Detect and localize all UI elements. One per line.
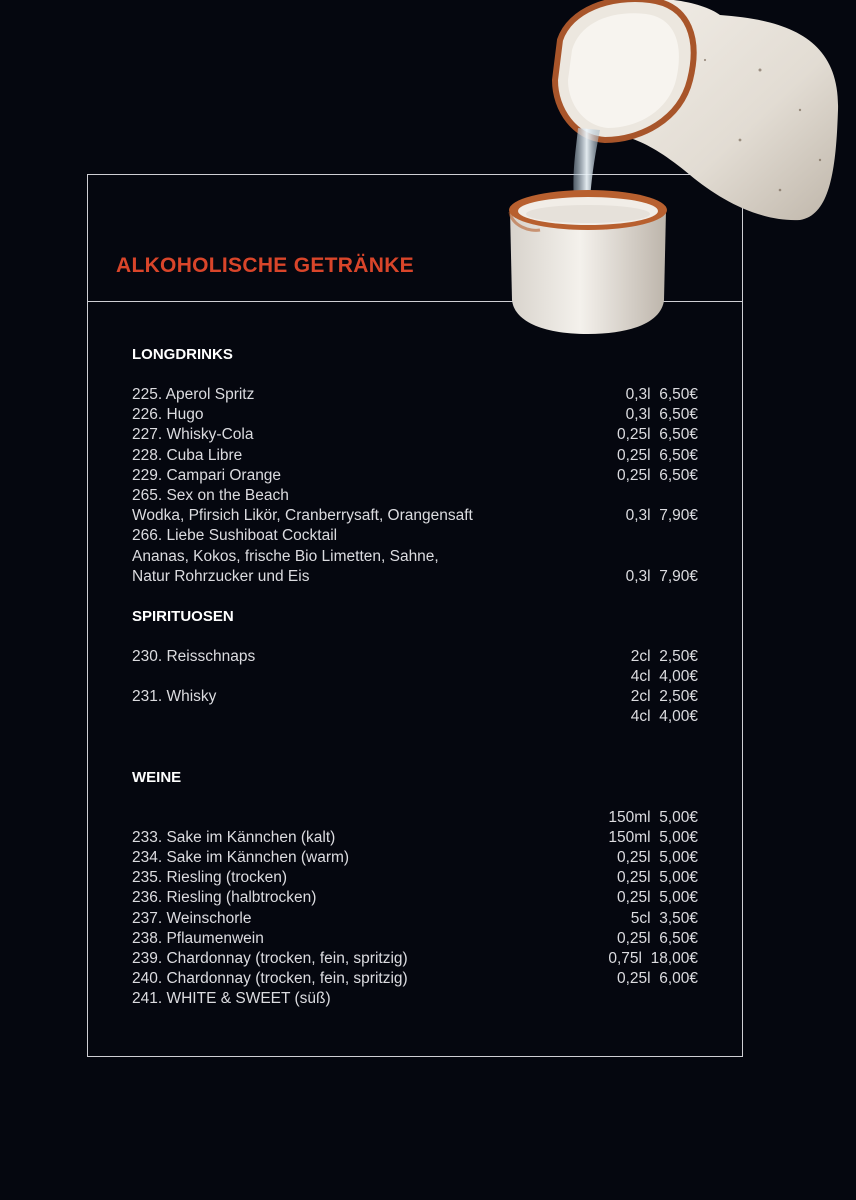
menu-item-name: 236. Riesling (halbtrocken)	[132, 889, 317, 907]
menu-item-price: 0,3l 6,50€	[625, 406, 698, 424]
title-spacer	[132, 788, 698, 808]
menu-item-row	[132, 486, 698, 506]
menu-item-price: 0,3l 7,90€	[625, 507, 698, 525]
menu-item-name: 241. WHITE & SWEET (süß)	[132, 990, 331, 1008]
menu-item-name: 227. Whisky-Cola	[132, 426, 254, 444]
section-title: WEINE	[132, 768, 182, 786]
menu-item-name: 230. Reisschnaps	[132, 647, 256, 665]
menu-item-name: 238. Pflaumenwein	[132, 929, 264, 947]
menu-item-row	[132, 687, 698, 707]
menu-item-row	[132, 667, 698, 687]
menu-item-row	[132, 526, 698, 546]
menu-item-row	[132, 929, 698, 949]
menu-item-name: Wodka, Pfirsich Likör, Cranberrysaft, Orangensaft	[132, 507, 473, 525]
menu-item-row	[132, 425, 698, 445]
menu-item-price: 0,25l 5,00€	[616, 889, 698, 907]
menu-item-row	[132, 446, 698, 466]
menu-item-name: 235. Riesling (trocken)	[132, 869, 288, 887]
menu-item-price: 0,25l 6,50€	[616, 929, 698, 947]
menu-item-name: 226. Hugo	[132, 406, 204, 424]
title-spacer	[132, 365, 698, 385]
menu-item-price: 0,3l 6,50€	[625, 386, 698, 403]
menu-item-price: 4cl 4,00€	[630, 668, 698, 686]
menu-item-price: 150ml 5,00€	[608, 828, 698, 846]
menu-item-row	[132, 647, 698, 667]
menu-item-row	[132, 949, 698, 969]
drinks-menu	[132, 345, 698, 1010]
menu-item-row	[132, 567, 698, 587]
menu-item-name: 266. Liebe Sushiboat Cocktail	[132, 527, 338, 545]
menu-item-price: 150ml 5,00€	[608, 808, 698, 826]
menu-item-row	[132, 405, 698, 425]
menu-item-name: Natur Rohrzucker und Eis	[132, 567, 310, 585]
section-title: LONGDRINKS	[132, 346, 233, 363]
menu-item-row	[132, 707, 698, 727]
menu-item-name	[132, 808, 608, 828]
menu-item-price: 0,25l 6,00€	[616, 970, 698, 988]
menu-item-name: 240. Chardonnay (trocken, fein, spritzig)	[132, 970, 408, 988]
section-spacer	[132, 587, 698, 607]
menu-item-row	[132, 848, 698, 868]
menu-item-price: 2cl 2,50€	[630, 688, 698, 706]
menu-item-row	[132, 969, 698, 989]
menu-item-price: 0,25l 5,00€	[616, 869, 698, 887]
menu-item-name	[132, 667, 631, 687]
menu-item-price: 4cl 4,00€	[630, 708, 698, 726]
menu-item-name: 233. Sake im Kännchen (kalt)	[132, 828, 336, 846]
menu-item-row	[132, 888, 698, 908]
menu-item-price: 0,25l 5,00€	[616, 849, 698, 866]
page-title: ALKOHOLISCHE GETRÄNKE	[116, 254, 414, 277]
menu-item-row	[132, 909, 698, 929]
menu-item-row	[132, 547, 698, 567]
menu-item-price: 0,3l 7,90€	[625, 567, 698, 585]
menu-item-name: 265. Sex on the Beach	[132, 486, 289, 504]
menu-item-price: 0,25l 6,50€	[616, 466, 698, 484]
menu-item-row	[132, 385, 698, 405]
menu-item-price: 0,75l 18,00€	[608, 949, 698, 967]
menu-item-name: 231. Whisky	[132, 688, 217, 706]
menu-item-name: 229. Campari Orange	[132, 466, 282, 484]
menu-item-price: 2cl 2,50€	[630, 647, 698, 665]
menu-item-row	[132, 466, 698, 486]
menu-item-price: 0,25l 6,50€	[616, 426, 698, 444]
menu-item-name	[132, 707, 631, 727]
menu-item-price: 0,25l 6,50€	[616, 446, 698, 464]
menu-item-name: 239. Chardonnay (trocken, fein, spritzig)	[132, 949, 408, 967]
menu-item-name: Ananas, Kokos, frische Bio Limetten, Sahne,	[132, 547, 439, 565]
menu-item-name: 237. Weinschorle	[132, 909, 252, 927]
menu-item-row	[132, 828, 698, 848]
menu-item-row	[132, 989, 698, 1009]
menu-item-row	[132, 868, 698, 888]
menu-item-name: 225. Aperol Spritz	[132, 386, 255, 403]
section-spacer	[132, 728, 698, 768]
menu-item-row	[132, 506, 698, 526]
menu-item-row	[132, 808, 698, 828]
header-divider	[87, 301, 743, 302]
menu-item-name: 228. Cuba Libre	[132, 446, 243, 464]
section-title: SPIRITUOSEN	[132, 607, 234, 625]
menu-item-name: 234. Sake im Kännchen (warm)	[132, 849, 350, 866]
menu-item-price: 5cl 3,50€	[630, 909, 698, 927]
title-spacer	[132, 627, 698, 647]
